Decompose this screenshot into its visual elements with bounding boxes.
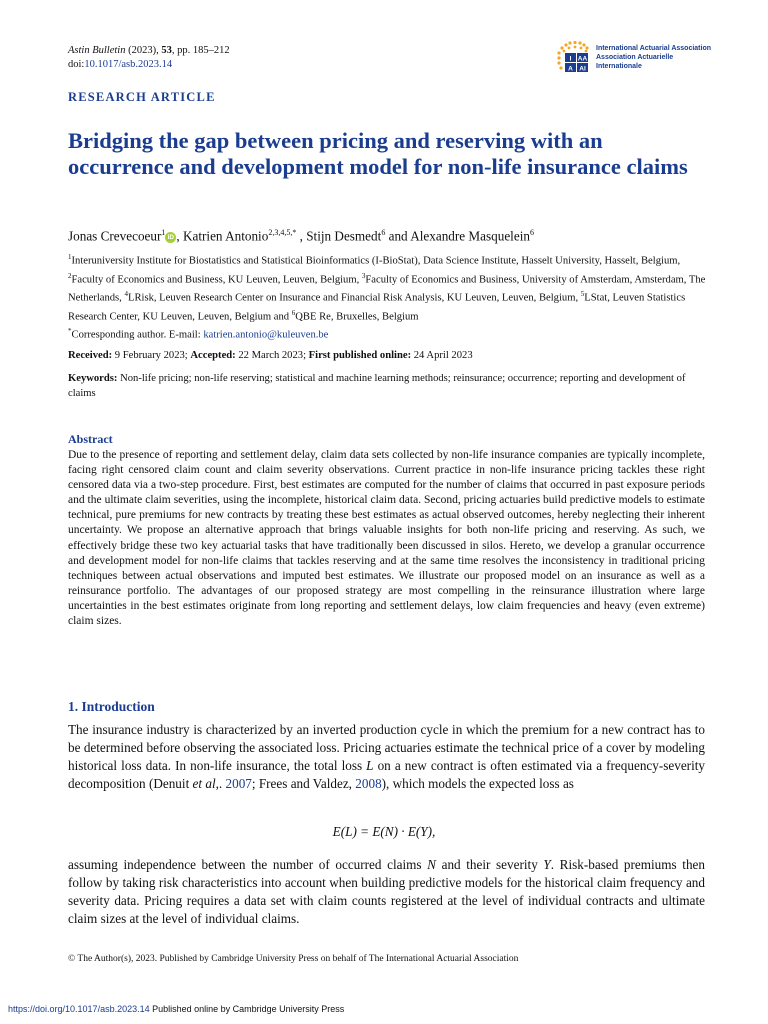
section-heading-introduction: 1. Introduction: [68, 699, 155, 714]
iaa-logo: [556, 40, 716, 74]
affiliations: $^1$Interuniversity Institute for Biostatistics and Statistical Bioinformatics (I-BioStat), Data Science Institute, Hasselt University, Hasselt, Belgium, $^2$Faculty of Economics and Business, KU Leuven, Leuven, Belgium, $^3$Faculty of Economics and Business, University of Amsterdam, Amsterdam, The Netherlands, $^4$LRisk, Leuven Research Center on Insurance and Financial Risk Analysis, KU Leuven, Leuven, Belgium, $^5$LStat, Leuven Statistics Research Center, KU Leuven, Leuven, Belgium and $^6$QBE Re, Bruxelles, Belgium *Corresponding author. E-mail: katrien.antonio@kuleuven.be: [68, 250, 708, 343]
author-name: and Alexandre Masquelein: [385, 228, 530, 244]
email-link[interactable]: katrien.antonio@kuleuven.be: [203, 329, 329, 341]
copyright-notice: © The Author(s), 2023. Published by Cambridge University Press on behalf of The International Actuarial Association: [68, 954, 519, 964]
citation-link[interactable]: 2007: [225, 776, 252, 792]
author-name: , Katrien Antonio: [176, 228, 269, 244]
volume: 53: [161, 45, 172, 56]
svg-text:AI: AI: [579, 65, 586, 73]
abstract-text: Due to the presence of reporting and settlement delay, claim data sets collected by non-life insurance companies are typically incomplete, facing right censored claim count and claim severity observations. Current practice in non-life insurance pricing tackles these right censored data via a two-step procedure. First, best estimates are computed for the number of claims that occurred in past exposure periods and the ultimate claim severities, using the incomplete, historical claim data. Second, pricing actuaries build predictive models to estimate technical, pure premiums for new contracts by treating these best estimates as actual observed outcomes, hereby neglecting their inherent uncertainty. We propose an alternative approach that brings valuable insights for both non-life pricing and reserving. As such, we effectively bridge these two key actuarial tasks that have traditionally been discussed in silos. Hereto, we develop a granular occurrence and development model for non-life claims that tackles reserving and at the same time resolves the inconsistency in traditional pricing techniques between actual observations and imputed best estimates. We illustrate our proposed model on an insurance as well as a reinsurance portfolio. The advantages of our proposed strategy are most compelling in the reinsurance illustration where large uncertainties in the best estimates originate from long reporting and settlement delays, low claim frequencies and heavy (even extreme) claim sizes.: [68, 449, 705, 628]
svg-text:I: I: [569, 55, 572, 63]
article-title: Bridging the gap between pricing and reserving with an occurrence and development model for non-life insurance claims: [68, 128, 688, 179]
doi-link[interactable]: 10.1017/asb.2023.14: [84, 59, 173, 70]
iaa-globe-icon: [556, 40, 592, 74]
logo-text: International Actuarial Association Association Actuarielle Internationale: [596, 44, 712, 70]
author-list: Jonas Crevecoeur$^1$iD , Katrien Antonio$^{2,3,4,5,*}$ , Stijn Desmedt$^6$ and Alexandre Masquelein$^6$: [68, 228, 534, 244]
publication-dates: Received: 9 February 2023; Accepted: 22 March 2023; First published online: 24 April 2023: [68, 350, 473, 361]
page-footer: https://doi.org/10.1017/asb.2023.14 Published online by Cambridge University Press: [8, 1004, 345, 1014]
orcid-icon[interactable]: iD: [165, 232, 176, 243]
article-type: RESEARCH ARTICLE: [68, 90, 216, 104]
citation-link[interactable]: 2008: [355, 776, 382, 792]
equation: E(L) = E(N) · E(Y),: [332, 824, 436, 839]
keywords: Keywords: Non-life pricing; non-life reserving; statistical and machine learning methods; reinsurance; occurrence; reporting and development of claims: [68, 373, 686, 399]
abstract-heading: Abstract: [68, 432, 113, 446]
journal-name: Astin Bulletin: [68, 45, 126, 56]
author-name: Jonas Crevecoeur: [68, 228, 162, 244]
svg-text:A: A: [568, 65, 573, 73]
intro-paragraph-1: The insurance industry is characterized by an inverted production cycle in which the premium for a new contract has to be determined before observing the associated loss. Pricing actuaries estimate the technical price of a cover by modeling historical loss data. In non-life insurance, the total loss L on a new contract is often estimated via a frequency-severity decomposition (Denuit et al,. 2007; Frees and Valdez, 2008), which models the expected loss as: [68, 722, 705, 792]
intro-paragraph-2: assuming independence between the number of occurred claims N and their severity Y. Risk-based premiums then follow by taking risk characteristics into account when building predictive models for the historical claim frequency and severity data. Pricing requires a data set with claim counts registered at the level of individual contracts and ultimate claim sizes at the level of individual claims.: [68, 857, 705, 927]
svg-text:AA: AA: [577, 55, 588, 63]
corresponding-author: *Corresponding author. E-mail: katrien.antonio@kuleuven.be: [68, 327, 329, 341]
journal-meta: Astin Bulletin (2023), 53, pp. 185–212 doi:10.1017/asb.2023.14: [68, 45, 230, 70]
author-name: , Stijn Desmedt: [296, 228, 382, 244]
doi-url-link[interactable]: https://doi.org/10.1017/asb.2023.14: [8, 1004, 150, 1014]
